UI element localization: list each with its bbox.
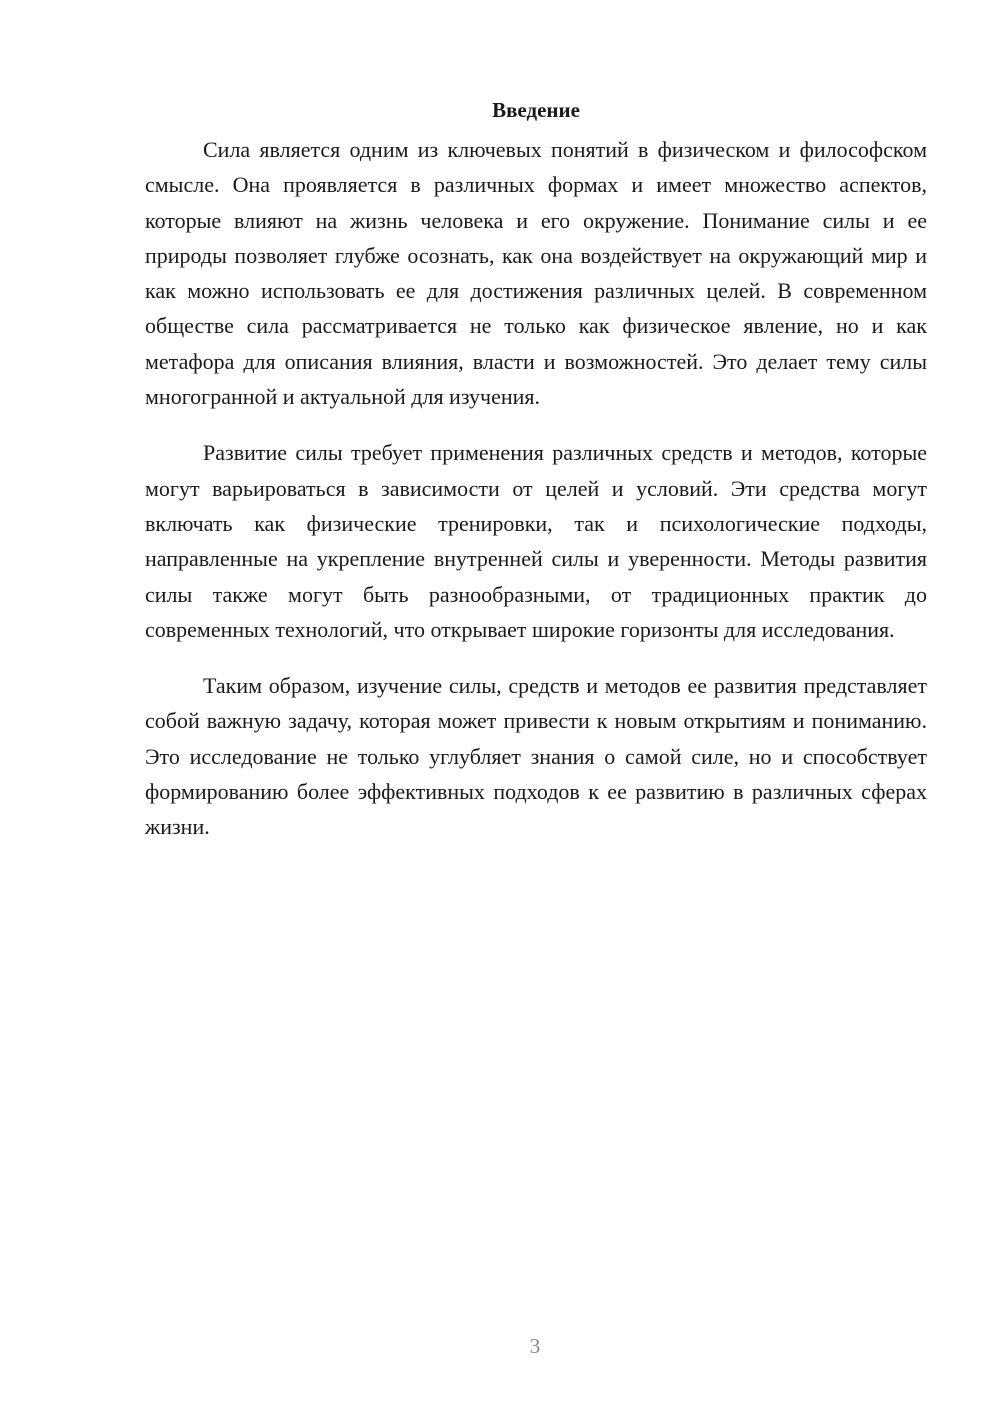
paragraph: Таким образом, изучение силы, средств и методов ее развития представляет собой важную задачу, которая может привести к новым открытиям и пониманию. Это исследование не только углубляет знания о самой силе, но и способствует формированию более эффективных подходов к ее развитию в различных сферах жизни. xyxy=(145,673,927,840)
page-content xyxy=(145,92,927,845)
paragraph: Сила является одним из ключевых понятий в физическом и философском смысле. Она проявляется в различных формах и имеет множество аспектов, которые влияют на жизнь человека и его окружение. Понимание силы и ее природы позволяет глубже осознать, как она воздействует на окружающий мир и как можно использовать ее для достижения различных целей. В современном обществе сила рассматривается не только как физическое явление, но и как метафора для описания влияния, власти и возможностей. Это делает тему силы многогранной и актуальной для изучения. xyxy=(145,137,927,410)
page-number: 3 xyxy=(529,1334,541,1358)
paragraph: Развитие силы требует применения различных средств и методов, которые могут варьироваться в зависимости от целей и условий. Эти средства могут включать как физические тренировки, так и психологические подходы, направленные на укрепление внутренней силы и уверенности. Методы развития силы также могут быть разнообразными, от традиционных практик до современных технологий, что открывает широкие горизонты для исследования. xyxy=(145,440,927,642)
section-heading: Введение xyxy=(492,98,580,122)
